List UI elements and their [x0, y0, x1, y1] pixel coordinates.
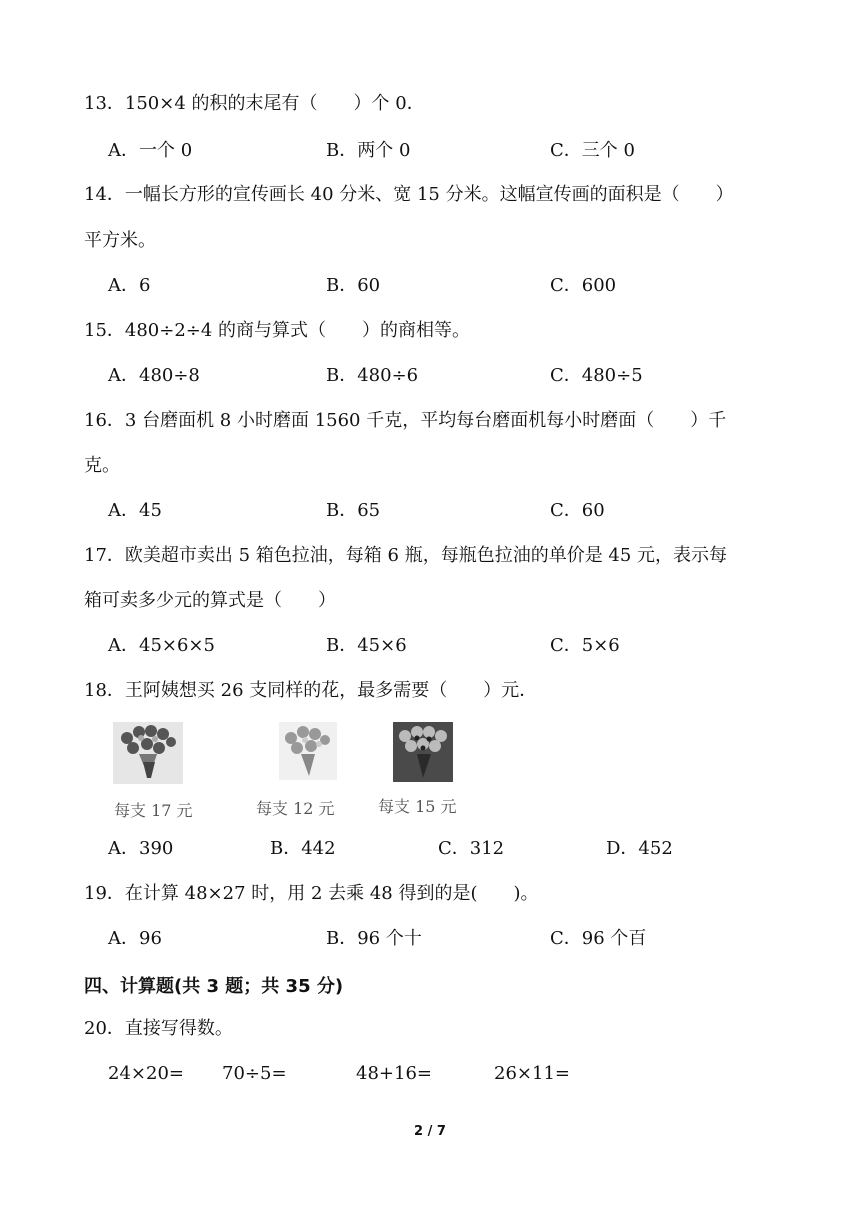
flower-bouquet-2: [256, 722, 342, 818]
flower-bouquet-3: [378, 722, 468, 816]
flower-bouquet-image: [378, 722, 468, 782]
flower-bouquet-image: [112, 722, 184, 784]
flower-bouquet-1: [112, 722, 193, 820]
q18-option-a: A．390: [108, 838, 174, 859]
q13-option-c: C．三个 0: [550, 140, 635, 161]
question-18-text: 18．王阿姨想买 26 支同样的花，最多需要（ ）元．: [84, 680, 538, 701]
q17-option-c: C．5×6: [550, 635, 620, 656]
flower-price-2: 每支 12 元: [256, 799, 335, 818]
q15-option-b: B．480÷6: [326, 365, 419, 386]
question-13-text: 13．150×4 的积的末尾有（ ）个 0．: [84, 93, 425, 114]
q15-option-c: C．480÷5: [550, 365, 643, 386]
q16-option-a: A．45: [108, 500, 162, 521]
question-19-text: 19．在计算 48×27 时，用 2 去乘 48 得到的是( )。: [84, 883, 539, 904]
question-16-text: 16．3 台磨面机 8 小时磨面 1560 千克，平均每台磨面机每小时磨面（ ）千: [84, 410, 727, 431]
q17-option-a: A．45×6×5: [108, 635, 215, 656]
calc-item-2: 70÷5=: [222, 1063, 287, 1084]
q17-option-b: B．45×6: [326, 635, 407, 656]
q14-option-a: A．6: [108, 275, 151, 296]
page-number: 2 / 7: [414, 1124, 446, 1139]
calc-item-4: 26×11=: [494, 1063, 570, 1084]
q18-option-d: D．452: [606, 838, 673, 859]
q19-option-a: A．96: [108, 928, 162, 949]
flower-bouquet-image: [268, 722, 348, 780]
q19-option-b: B．96 个十: [326, 928, 422, 949]
calc-item-1: 24×20=: [108, 1063, 184, 1084]
q15-option-a: A．480÷8: [108, 365, 200, 386]
flower-price-3: 每支 15 元: [378, 797, 457, 816]
q14-option-c: C．600: [550, 275, 617, 296]
question-15-text: 15．480÷2÷4 的商与算式（ ）的商相等。: [84, 320, 471, 341]
q18-option-b: B．442: [270, 838, 336, 859]
question-14-text-cont: 平方米。: [84, 230, 156, 251]
section-4-title: 四、计算题(共 3 题；共 35 分): [84, 976, 344, 997]
q13-option-a: A．一个 0: [108, 140, 193, 161]
question-17-text: 17．欧美超市卖出 5 箱色拉油，每箱 6 瓶，每瓶色拉油的单价是 45 元，表示每: [84, 545, 728, 566]
q16-option-b: B．65: [326, 500, 381, 521]
q18-option-c: C．312: [438, 838, 505, 859]
calc-item-3: 48+16=: [356, 1063, 432, 1084]
q13-option-b: B．两个 0: [326, 140, 411, 161]
question-17-text-cont: 箱可卖多少元的算式是（ ）: [84, 590, 336, 611]
q14-option-b: B．60: [326, 275, 381, 296]
question-16-text-cont: 克。: [84, 455, 120, 476]
question-14-text: 14．一幅长方形的宣传画长 40 分米、宽 15 分米。这幅宣传画的面积是（ ）: [84, 184, 734, 205]
q16-option-c: C．60: [550, 500, 605, 521]
q19-option-c: C．96 个百: [550, 928, 647, 949]
flower-price-1: 每支 17 元: [114, 801, 193, 820]
question-20-text: 20．直接写得数。: [84, 1018, 233, 1039]
